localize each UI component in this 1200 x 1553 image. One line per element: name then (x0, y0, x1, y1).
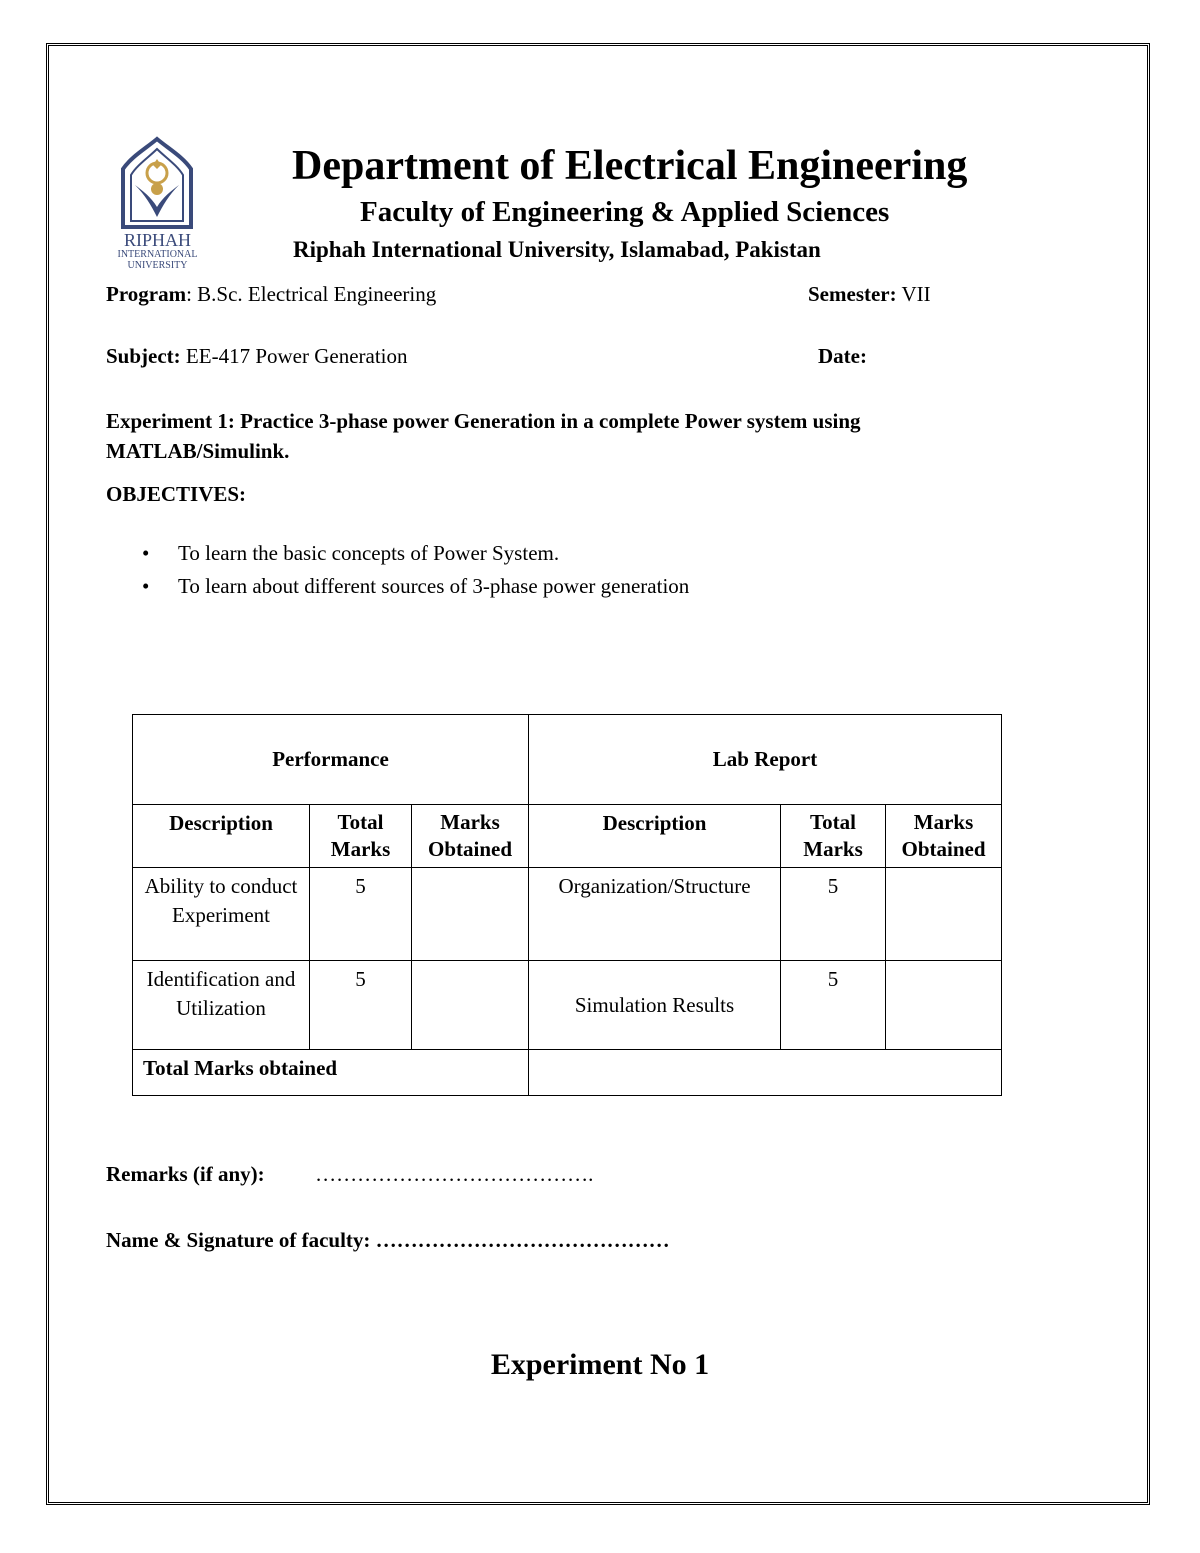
perf-obtained (412, 961, 529, 1050)
lab-report-header: Lab Report (529, 715, 1002, 805)
performance-header: Performance (133, 715, 529, 805)
remarks-line (106, 1162, 593, 1187)
experiment-number: Experiment No 1 (490, 1348, 710, 1381)
program-line (106, 282, 436, 307)
experiment-title: Experiment 1: Practice 3-phase power Generation in a complete Power system using MATLAB/Simulink. (106, 409, 861, 463)
lab-total: 5 (781, 961, 886, 1050)
perf-obtained (412, 868, 529, 961)
lab-total: 5 (781, 868, 886, 961)
total-row (133, 1050, 1002, 1096)
perf-obtained-header: Marks Obtained (412, 805, 529, 868)
perf-description-header: Description (133, 805, 310, 868)
table-group-header (133, 715, 1002, 805)
lab-obtained (886, 868, 1002, 961)
program-label: Program (106, 282, 187, 306)
total-marks-value (529, 1050, 1002, 1096)
program-value: : B.Sc. Electrical Engineering (186, 282, 437, 306)
table-column-header (133, 805, 1002, 868)
logo-name: RIPHAH (123, 230, 191, 250)
semester-label: Semester: (808, 282, 897, 306)
table-row (133, 868, 1002, 961)
lab-obtained (886, 961, 1002, 1050)
signature-label: Name & Signature of faculty: (106, 1228, 371, 1252)
semester-line (808, 282, 931, 307)
signature-line (106, 1228, 670, 1253)
remarks-dots: …………………………………. (315, 1162, 594, 1186)
total-marks-label: Total Marks obtained (133, 1050, 529, 1096)
perf-total: 5 (310, 961, 412, 1050)
semester-value: VII (896, 282, 931, 306)
objective-item: • To learn about different sources of 3-phase power generation (140, 571, 689, 604)
lab-description: Organization/Structure (529, 868, 781, 961)
perf-description: Identification and Utilization (133, 961, 310, 1050)
perf-total-header: Total Marks (310, 805, 412, 868)
subject-label: Subject: (106, 344, 181, 368)
lab-total-header: Total Marks (781, 805, 886, 868)
objectives-heading: OBJECTIVES: (106, 482, 247, 506)
remarks-label: Remarks (if any): (106, 1162, 265, 1186)
subject-line (106, 344, 408, 369)
logo-line2: INTERNATIONAL (117, 249, 198, 260)
signature-dots: …………………………………… (370, 1228, 670, 1252)
riphah-emblem-icon (105, 135, 210, 235)
subject-value: EE-417 Power Generation (180, 344, 408, 368)
faculty-subtitle: Faculty of Engineering & Applied Sciences (360, 196, 890, 228)
marks-table (132, 714, 1002, 1096)
table-row (133, 961, 1002, 1050)
university-logo (105, 135, 210, 275)
objective-item: • To learn the basic concepts of Power System. (140, 538, 689, 571)
perf-total: 5 (310, 868, 412, 961)
objectives-list (140, 538, 689, 604)
lab-description: Simulation Results (529, 961, 781, 1050)
university-name: Riphah International University, Islamabad, Pakistan (293, 237, 821, 262)
date-label: Date: (818, 344, 867, 368)
department-title: Department of Electrical Engineering (292, 143, 968, 189)
lab-description-header: Description (529, 805, 781, 868)
perf-description: Ability to conduct Experiment (133, 868, 310, 961)
lab-obtained-header: Marks Obtained (886, 805, 1002, 868)
logo-line3: UNIVERSITY (127, 260, 188, 271)
